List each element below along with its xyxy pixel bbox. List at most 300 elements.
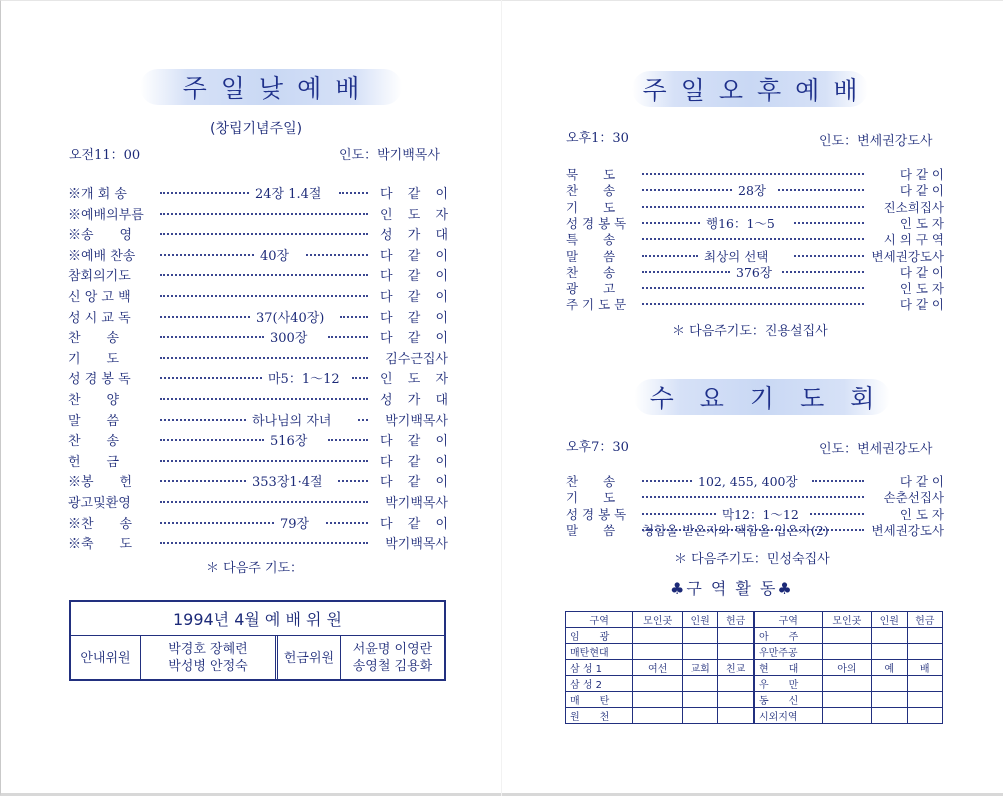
row-label: 찬 송	[68, 331, 120, 347]
district-cell	[822, 676, 871, 692]
district-title: ♣구 역 활 동♣	[670, 579, 794, 598]
row-detail: 79장	[280, 516, 310, 532]
responsible-char: 같	[407, 434, 421, 450]
usher-label: 안내위원	[71, 635, 141, 681]
title-char: 회	[850, 384, 875, 413]
district-header-cell: 인원	[872, 612, 907, 628]
responsible-char: 같	[407, 516, 421, 532]
leader-dots	[160, 439, 264, 441]
service-row	[68, 348, 448, 368]
row-detail: 28장	[738, 183, 766, 199]
leader-dots	[642, 303, 864, 305]
title-char: 수	[649, 384, 674, 413]
leader-dots	[328, 439, 368, 441]
responsible-char: 성	[380, 228, 393, 244]
leader-dots	[160, 501, 368, 503]
row-responsible: 변세권강도사	[871, 522, 944, 538]
row-detail: 막12：1～12	[722, 506, 799, 522]
leader-dots	[160, 357, 368, 359]
row-label: 기 도	[68, 351, 120, 367]
row-label: 찬 송	[68, 434, 120, 450]
row-responsible	[385, 410, 448, 429]
row-label: 기 도	[566, 199, 616, 215]
service-row	[566, 165, 944, 181]
leader-dots	[160, 213, 368, 215]
usher-names	[141, 635, 278, 681]
district-cell	[872, 708, 907, 724]
row-detail: 마5：1～12	[268, 372, 340, 388]
usher-name-line: 박경호 장혜련	[168, 642, 248, 657]
leader-dots	[160, 295, 368, 297]
service-row	[68, 410, 448, 430]
committee-title: 1994년 4월 예 배 위 원	[71, 602, 444, 636]
service-row	[566, 279, 944, 295]
service-row	[68, 492, 448, 512]
service-row	[68, 513, 448, 533]
title-char: 배	[833, 76, 858, 105]
service-row	[68, 183, 448, 203]
service-row	[566, 263, 944, 279]
leader-dots	[642, 271, 730, 273]
row-responsible: 인 도 자	[899, 215, 944, 231]
row-responsible	[385, 533, 448, 552]
district-cell: 여선	[633, 660, 682, 676]
responsible-char: 다	[380, 516, 393, 532]
row-detail: 최상의 선택	[704, 248, 769, 264]
row-responsible: 다 같 이	[899, 183, 944, 199]
row-responsible	[380, 307, 448, 326]
row-label: ※봉 헌	[68, 475, 133, 491]
row-responsible	[385, 492, 448, 511]
responsible-char: 다	[380, 434, 393, 450]
service-row	[68, 389, 448, 409]
row-label: 말 씀	[566, 522, 616, 538]
leader-dots	[642, 206, 864, 208]
responsible-char: 같	[407, 269, 421, 285]
title-char: 오	[718, 76, 743, 105]
row-responsible	[380, 513, 448, 532]
responsible-char: 대	[435, 228, 448, 244]
leader-dots	[358, 419, 368, 421]
leader-dots	[160, 398, 368, 400]
row-responsible: 시 의 구 역	[883, 232, 944, 248]
row-responsible: 인 도 자	[899, 281, 944, 297]
wednesday-prayer-title	[634, 379, 890, 415]
district-cell	[907, 644, 943, 660]
responsible-char: 같	[407, 187, 421, 202]
row-responsible: 진소희집사	[883, 199, 944, 215]
leader-dots	[642, 189, 732, 191]
leader-dots	[328, 336, 368, 338]
district-cell: 친교	[718, 660, 754, 676]
row-detail: 40장	[260, 248, 290, 264]
title-char: 기	[749, 384, 775, 413]
leader-dots	[338, 480, 368, 482]
row-responsible	[385, 348, 448, 367]
responsible-char: 자	[435, 372, 448, 388]
district-header-cell: 구역	[754, 612, 822, 628]
leader-dots	[306, 254, 368, 256]
district-cell	[907, 692, 943, 708]
district-cell: 예	[872, 660, 907, 676]
offering-name-line: 송영철 김용화	[352, 659, 433, 674]
service-row	[68, 471, 448, 491]
responsible-char: 이	[435, 454, 448, 470]
row-label: 기 도	[566, 490, 616, 506]
leader-dots	[339, 192, 368, 194]
district-header-cell: 모인곳	[633, 612, 682, 628]
district-row	[566, 676, 943, 692]
district-cell: 아의	[822, 660, 871, 676]
row-label: 헌 금	[68, 454, 120, 470]
responsible-char: 다	[380, 187, 393, 202]
district-cell	[682, 628, 717, 644]
row-responsible: 다 같 이	[899, 474, 944, 489]
leader-dots	[794, 255, 864, 257]
service-row	[68, 451, 448, 471]
row-responsible: 다 같 이	[899, 297, 944, 313]
row-responsible	[380, 204, 448, 223]
responsible-char: 다	[380, 290, 393, 305]
district-cell	[822, 644, 871, 660]
row-label: 주 기 도 문	[566, 297, 627, 313]
row-label: 광고및환영	[68, 496, 131, 511]
leader-dots	[160, 522, 274, 524]
district-cell	[633, 676, 682, 692]
responsible-char: 가	[407, 393, 421, 408]
district-cell	[682, 708, 717, 724]
row-responsible	[380, 451, 448, 470]
district-cell: 아 주	[754, 628, 822, 644]
leader-dots	[810, 513, 864, 515]
leader-dots	[782, 271, 864, 273]
leader-dots	[642, 480, 692, 482]
row-label: 신 앙 고 백	[68, 290, 131, 305]
district-cell	[822, 692, 871, 708]
leader-dots	[642, 287, 864, 289]
row-responsible	[380, 245, 448, 264]
district-cell	[907, 676, 943, 692]
leader-dots	[160, 460, 368, 462]
responsible-char: 같	[407, 454, 421, 470]
row-responsible	[380, 389, 448, 408]
row-detail: 청함을 받은자와 택함을 입은자(2)	[642, 522, 829, 538]
responsible-char: 같	[407, 248, 421, 264]
title-char: 일	[680, 76, 705, 105]
title-char: 일	[220, 74, 245, 103]
district-cell	[633, 692, 682, 708]
responsible-char: 인	[380, 372, 393, 388]
afternoon-leader: 인도：변세권강도사	[819, 134, 933, 149]
leader-dots	[778, 189, 864, 191]
title-char: 예	[795, 76, 820, 105]
row-label: ※예배의부름	[68, 207, 144, 223]
leader-dots	[642, 255, 698, 257]
sunday-morning-title	[140, 69, 402, 105]
district-cell: 우 만	[754, 676, 822, 692]
district-header-row	[566, 612, 943, 628]
responsible-char: 김수근집사	[385, 351, 448, 367]
row-detail: 하나님의 자녀	[252, 413, 332, 429]
row-detail: 37(사40장)	[256, 310, 325, 326]
row-detail: 376장	[736, 264, 772, 280]
district-cell: 배	[907, 660, 943, 676]
row-label: ※개 회 송	[68, 187, 127, 202]
district-cell: 매 탄	[566, 692, 633, 708]
row-label: 말 씀	[68, 413, 120, 429]
leader-dots	[160, 377, 262, 379]
district-cell	[822, 628, 871, 644]
title-char: 예	[297, 74, 322, 103]
row-label: ※찬 송	[68, 516, 133, 532]
responsible-char: 다	[380, 331, 393, 347]
row-label: 묵 도	[566, 167, 616, 182]
district-cell	[872, 628, 907, 644]
district-cell	[907, 628, 943, 644]
district-cell	[682, 644, 717, 660]
row-label: 특 송	[566, 232, 616, 248]
afternoon-next-prayer: ＊ 다음주기도：진용설집사	[672, 324, 828, 339]
responsible-char: 다	[380, 310, 393, 326]
district-cell: 삼 성 1	[566, 660, 633, 676]
wednesday-next-prayer: ＊ 다음주기도：민성숙집사	[674, 552, 830, 567]
responsible-char: 인	[380, 207, 393, 223]
row-responsible: 다 같 이	[899, 264, 944, 280]
responsible-char: 도	[407, 372, 421, 388]
district-row	[566, 660, 943, 676]
responsible-char: 같	[407, 331, 421, 347]
row-label: 찬 송	[566, 474, 616, 489]
district-cell	[718, 644, 754, 660]
district-cell	[682, 692, 717, 708]
service-row	[566, 488, 944, 504]
row-responsible	[380, 224, 448, 243]
service-row	[566, 214, 944, 230]
row-detail: 300장	[270, 331, 308, 347]
district-cell	[682, 676, 717, 692]
responsible-char: 다	[380, 454, 393, 470]
service-row	[68, 368, 448, 388]
row-detail: 516장	[270, 434, 308, 450]
row-responsible	[380, 286, 448, 305]
row-detail: 24장 1.4절	[255, 187, 322, 202]
row-label: ※송 영	[68, 228, 133, 244]
district-row	[566, 628, 943, 644]
leader-dots	[160, 316, 250, 318]
district-row	[566, 692, 943, 708]
responsible-char: 이	[435, 269, 448, 285]
district-cell	[872, 644, 907, 660]
title-char: 후	[757, 76, 782, 105]
responsible-char: 이	[435, 248, 448, 264]
district-cell: 우만주공	[754, 644, 822, 660]
leader-dots	[160, 192, 249, 194]
responsible-char: 이	[435, 331, 448, 347]
district-cell: 동 신	[754, 692, 822, 708]
row-responsible	[380, 327, 448, 346]
responsible-char: 이	[435, 187, 448, 202]
service-row	[68, 204, 448, 224]
responsible-char: 이	[435, 516, 448, 532]
row-label: 성 경 봉 독	[68, 372, 131, 388]
service-row	[566, 521, 944, 537]
row-responsible	[380, 183, 448, 202]
row-label: 찬 송	[566, 264, 616, 280]
worship-committee	[69, 600, 446, 681]
title-char: 배	[335, 74, 360, 103]
district-cell	[872, 692, 907, 708]
district-cell: 교회	[682, 660, 717, 676]
district-cell	[822, 708, 871, 724]
district-cell: 시외지역	[754, 708, 822, 724]
leader-dots	[160, 233, 368, 235]
leader-dots	[642, 238, 864, 240]
title-char: 낮	[258, 74, 284, 103]
service-row	[566, 295, 944, 311]
responsible-char: 이	[435, 310, 448, 326]
wednesday-time: 오후7：30	[566, 440, 629, 455]
responsible-char: 같	[407, 290, 421, 305]
district-header-cell: 헌금	[907, 612, 943, 628]
responsible-char: 다	[380, 269, 393, 285]
service-row	[566, 505, 944, 521]
sunday-afternoon-title	[632, 71, 868, 107]
row-label: 성 경 봉 독	[566, 506, 627, 522]
responsible-char: 도	[407, 207, 421, 223]
service-row	[566, 472, 944, 488]
responsible-char: 박기백목사	[385, 496, 448, 511]
service-time: 오전11：00	[69, 148, 141, 163]
leader-dots	[326, 522, 368, 524]
service-row	[68, 286, 448, 306]
leader-dots	[642, 173, 864, 175]
usher-name-line: 박성병 안정숙	[168, 659, 248, 674]
row-responsible: 변세권강도사	[871, 248, 944, 264]
district-header-cell: 구역	[566, 612, 633, 628]
service-row	[566, 230, 944, 246]
afternoon-time: 오후1：30	[566, 131, 629, 146]
responsible-char: 박기백목사	[385, 413, 448, 429]
responsible-char: 이	[435, 290, 448, 305]
row-detail: 353장1·4절	[252, 475, 323, 491]
wednesday-leader: 인도：변세권강도사	[819, 442, 933, 457]
title-char: 요	[699, 384, 724, 413]
district-header-cell: 모인곳	[822, 612, 871, 628]
district-cell	[633, 708, 682, 724]
title-char: 주	[182, 74, 207, 103]
leader-dots	[642, 513, 716, 515]
district-cell	[718, 676, 754, 692]
district-cell	[718, 708, 754, 724]
district-header-cell: 헌금	[718, 612, 754, 628]
row-responsible	[380, 368, 448, 387]
district-cell	[718, 628, 754, 644]
row-label: 찬 양	[68, 393, 120, 408]
responsible-char: 자	[435, 207, 448, 223]
row-responsible	[380, 471, 448, 490]
responsible-char: 이	[435, 475, 448, 491]
district-cell: 매탄현대	[566, 644, 633, 660]
leader-dots	[642, 222, 700, 224]
responsible-char: 이	[435, 434, 448, 450]
service-row	[68, 430, 448, 450]
title-char: 주	[642, 76, 667, 105]
district-cell: 현 대	[754, 660, 822, 676]
leader-dots	[812, 480, 864, 482]
leader-dots	[160, 419, 246, 421]
row-label: ※예배 찬송	[68, 248, 136, 264]
leader-dots	[160, 542, 368, 544]
district-row	[566, 708, 943, 724]
row-label: 광 고	[566, 281, 616, 297]
row-responsible: 다 같 이	[899, 167, 944, 182]
row-label: 성 시 교 독	[68, 310, 131, 326]
service-row	[68, 307, 448, 327]
leader-dots	[642, 496, 864, 498]
row-detail: 행16：1～5	[706, 215, 775, 231]
row-detail: 102, 455, 400장	[698, 474, 798, 489]
leader-dots	[648, 529, 864, 531]
next-week-prayer: ＊ 다음주 기도：	[206, 561, 304, 576]
service-leader: 인도：박기백목사	[339, 148, 440, 163]
service-row	[68, 533, 448, 553]
row-label: 참회의기도	[68, 269, 131, 285]
responsible-char: 다	[380, 475, 393, 491]
service-row	[566, 247, 944, 263]
service-row	[566, 181, 944, 197]
leader-dots	[352, 377, 368, 379]
row-responsible: 인 도 자	[899, 506, 944, 522]
row-label: 성 경 봉 독	[566, 215, 627, 231]
leader-dots	[794, 222, 864, 224]
service-row	[566, 198, 944, 214]
leader-dots	[160, 480, 246, 482]
service-subtitle: (창립기념주일)	[210, 121, 303, 137]
title-char: 도	[800, 384, 825, 413]
responsible-char: 성	[380, 393, 393, 408]
responsible-char: 박기백목사	[385, 537, 448, 553]
district-cell	[718, 692, 754, 708]
district-cell	[907, 708, 943, 724]
row-label: ※축 도	[68, 537, 133, 553]
district-cell	[633, 628, 682, 644]
offering-name-line: 서윤명 이영란	[352, 642, 433, 657]
row-responsible	[380, 265, 448, 284]
responsible-char: 가	[407, 228, 421, 244]
district-cell: 임 광	[566, 628, 633, 644]
service-row	[68, 224, 448, 244]
district-table	[565, 611, 943, 724]
district-cell	[872, 676, 907, 692]
leader-dots	[160, 336, 264, 338]
responsible-char: 다	[380, 248, 393, 264]
page-fold	[501, 0, 502, 796]
district-row	[566, 644, 943, 660]
service-row	[68, 245, 448, 265]
district-cell: 원 천	[566, 708, 633, 724]
district-header-cell: 인원	[682, 612, 717, 628]
offering-names	[341, 635, 444, 681]
responsible-char: 같	[407, 310, 421, 326]
row-responsible: 손춘선집사	[883, 490, 944, 506]
service-row	[68, 327, 448, 347]
row-responsible	[380, 430, 448, 449]
leader-dots	[160, 254, 254, 256]
district-cell	[633, 644, 682, 660]
offering-label: 헌금위원	[278, 635, 341, 681]
row-label: 찬 송	[566, 183, 616, 199]
service-row	[68, 265, 448, 285]
